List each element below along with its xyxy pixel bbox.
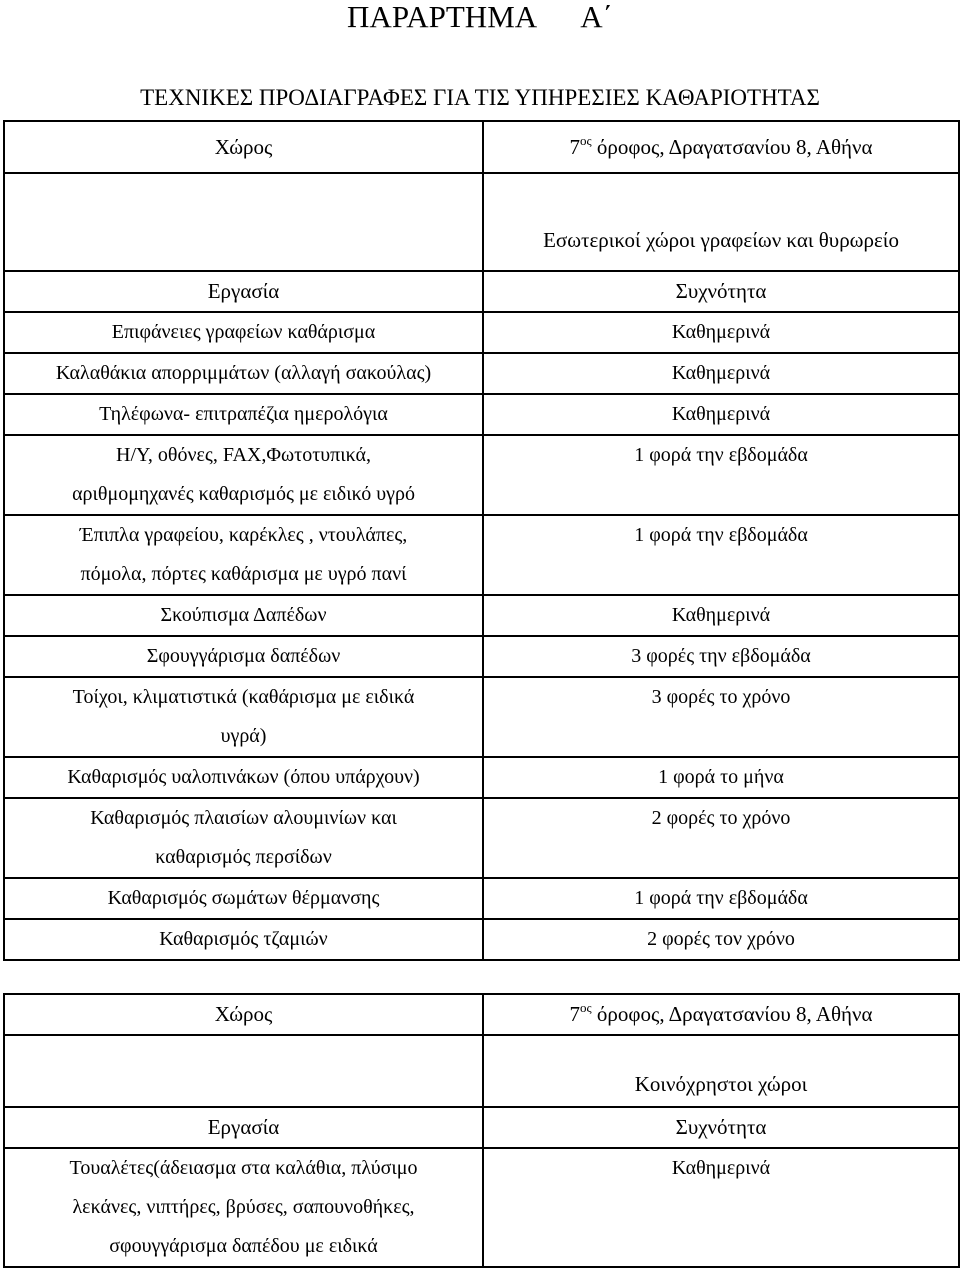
column-header-row [4,1107,959,1148]
task-line: Σφουγγάρισμα δαπέδων [146,645,341,667]
location-row [4,994,959,1035]
task-line: Καλαθάκια απορριμμάτων (αλλαγή σακούλας) [55,362,432,384]
frequency-cell: 1 φορά την εβδομάδα [483,878,959,919]
document-subtitle: ΤΕΧΝΙΚΕΣ ΠΡΟΔΙΑΓΡΑΦΕΣ ΓΙΑ ΤΙΣ ΥΠΗΡΕΣΙΕΣ ΚΑΘΑΡΙΟΤΗΤΑΣ [140,85,820,110]
frequency-cell: Καθημερινά [483,595,959,636]
frequency-cell: Καθημερινά [483,312,959,353]
task-cell [4,394,483,435]
floor-number: 7 [569,1002,580,1026]
column-header-frequency: Συχνότητα [483,271,959,312]
frequency-cell: 1 φορά την εβδομάδα [483,515,959,595]
floor-suffix: ος [580,132,592,148]
frequency-cell: 1 φορά την εβδομάδα [483,435,959,515]
task-line: Επιφάνειες γραφείων καθάρισμα [111,321,376,343]
task-cell [4,919,483,960]
floor-address [483,121,959,173]
frequency-cell: 3 φορές την εβδομάδα [483,636,959,677]
task-line: Έπιπλα γραφείου, καρέκλες , ντουλάπες, [79,524,408,546]
task-line: Σκούπισμα Δαπέδων [160,604,327,626]
table-row [4,515,959,595]
table-row [4,1148,959,1267]
area-row [4,1035,959,1107]
area-name: Εσωτερικοί χώροι γραφείων και θυρωρείο [483,173,959,271]
task-cell [4,798,483,878]
task-line: καθαρισμός περσίδων [155,846,332,868]
table-row [4,878,959,919]
frequency-cell: Καθημερινά [483,353,959,394]
area-name: Κοινόχρηστοι χώροι [483,1035,959,1107]
table-row [4,394,959,435]
specs-table-offices [3,120,960,961]
column-header-row [4,271,959,312]
task-line: Καθαρισμός τζαμιών [159,928,328,950]
frequency-cell: 2 φορές το χρόνο [483,798,959,878]
task-line: πόμολα, πόρτες καθάρισμα με υγρό πανί [80,563,407,585]
task-line: Τοίχοι, κλιματιστικά (καθάρισμα με ειδικά [72,686,415,708]
area-row [4,173,959,271]
task-line: Καθαρισμός υαλοπινάκων (όπου υπάρχουν) [67,766,420,788]
frequency-cell: Καθημερινά [483,394,959,435]
table-row [4,312,959,353]
task-cell [4,595,483,636]
task-line: σφουγγάρισμα δαπέδου με ειδικά [109,1235,378,1257]
task-cell [4,515,483,595]
task-line: υγρά) [220,725,267,747]
frequency-cell: 3 φορές το χρόνο [483,677,959,757]
frequency-cell: Καθημερινά [483,1148,959,1267]
table-row [4,757,959,798]
table-row [4,435,959,515]
table-row [4,636,959,677]
table-row [4,353,959,394]
table1-body [4,312,959,960]
task-line: αριθμομηχανές καθαρισμός με ειδικό υγρό [72,483,415,505]
task-cell [4,677,483,757]
floor-number: 7 [569,134,580,159]
task-line: Τουαλέτες(άδειασμα στα καλάθια, πλύσιμο [69,1157,418,1179]
frequency-cell: 1 φορά το μήνα [483,757,959,798]
task-cell [4,353,483,394]
task-line: Καθαρισμός πλαισίων αλουμινίων και [90,807,397,829]
area-empty-cell [4,1035,483,1107]
task-cell [4,878,483,919]
area-empty-cell [4,173,483,271]
column-header-frequency: Συχνότητα [483,1107,959,1148]
space-label: Χώρος [4,994,483,1035]
task-cell [4,636,483,677]
frequency-cell: 2 φορές τον χρόνο [483,919,959,960]
specs-table-common-areas [3,993,960,1268]
table-row [4,798,959,878]
column-header-task: Εργασία [4,271,483,312]
column-header-task: Εργασία [4,1107,483,1148]
task-cell [4,312,483,353]
table2-body [4,1148,959,1267]
task-cell [4,1148,483,1267]
space-label: Χώρος [4,121,483,173]
floor-address [483,994,959,1035]
task-line: Καθαρισμός σωμάτων θέρμανσης [107,887,380,909]
floor-suffix: ος [580,1000,592,1015]
table-row [4,595,959,636]
document-title: ΠΑΡΑΡΤΗΜΑ Α΄ [347,0,613,34]
task-cell [4,435,483,515]
task-line: λεκάνες, νιπτήρες, βρύσες, σαπουνοθήκες, [72,1196,415,1218]
task-line: Η/Υ, οθόνες, FAX,Φωτοτυπικά, [116,444,371,466]
floor-address-text: όροφος, Δραγατσανίου 8, Αθήνα [591,1002,873,1026]
floor-address-text: όροφος, Δραγατσανίου 8, Αθήνα [591,134,873,159]
task-cell [4,757,483,798]
location-row [4,121,959,173]
table-row [4,919,959,960]
table-row [4,677,959,757]
task-line: Τηλέφωνα- επιτραπέζια ημερολόγια [99,403,388,425]
